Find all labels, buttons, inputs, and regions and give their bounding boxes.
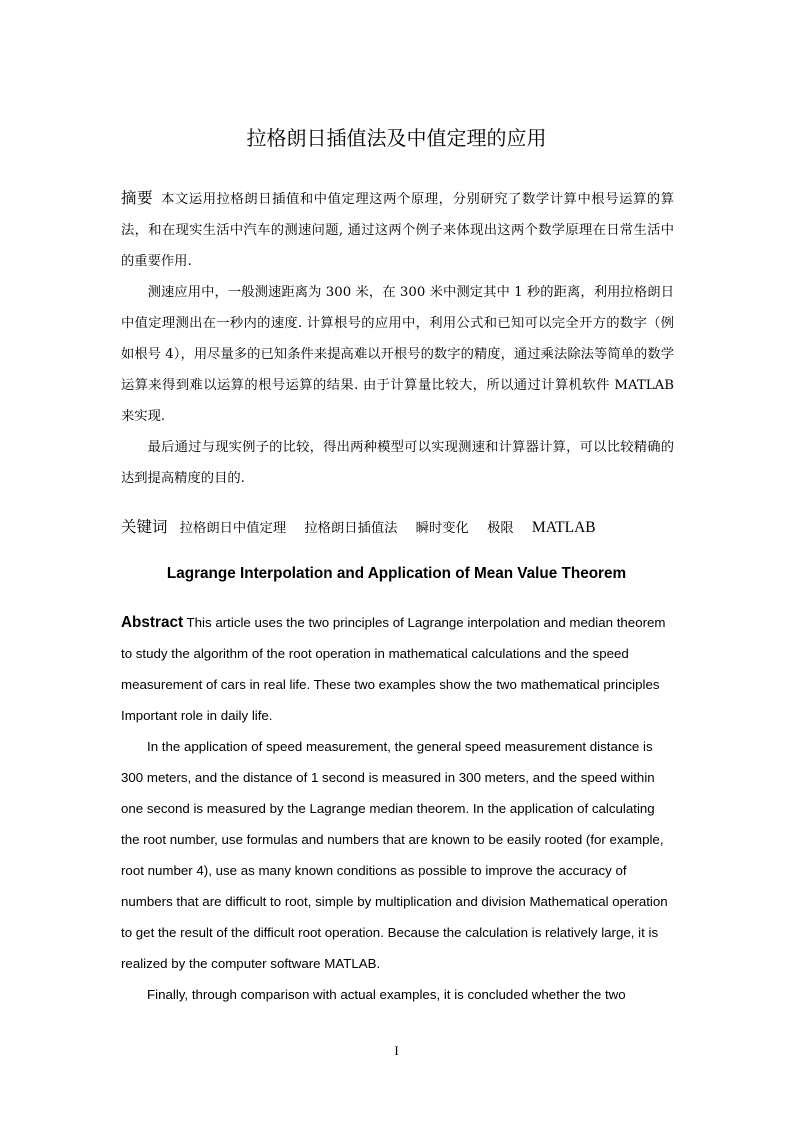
english-abstract-paragraph: Finally, through comparison with actual examples, it is concluded whether the two xyxy=(147,987,626,1002)
chinese-abstract-paragraph xyxy=(121,183,674,277)
english-title: Lagrange Interpolation and Application of Mean Value Theorem xyxy=(166,565,627,582)
chinese-abstract-text: 本文运用拉格朗日插值和中值定理这两个原理，分别研究了数学计算中根号运算的算法，和在现实生活中汽车的测速问题, 通过这两个例子来体现出这两个数学原理在日常生活中的重要作用. xyxy=(121,192,674,269)
keyword-item: 极限 xyxy=(487,521,514,536)
keywords-label: 关键词 xyxy=(121,518,168,536)
chinese-abstract xyxy=(121,183,674,494)
english-abstract-paragraph xyxy=(121,607,674,731)
keyword-item: 拉格朗日中值定理 xyxy=(179,521,287,536)
english-abstract-label: Abstract xyxy=(121,614,184,631)
english-abstract-paragraph: In the application of speed measurement, the general speed measurement distance is 300 meters, and the distance of 1 second is measured in 300 meters, and the speed within one second is measured by the Lagrange median theorem. In the application of calculating the root number, use formulas and numbers that are known to be easily rooted (for example, root number 4), use as many known conditions as possible to improve the accuracy of numbers that are difficult to root, simple by multiplication and division Mathematical operation to get the result of the difficult root operation. Because the calculation is relatively large, it is realized by the computer software MATLAB. xyxy=(121,739,668,971)
page-number: I xyxy=(394,1043,399,1058)
chinese-title: 拉格朗日插值法及中值定理的应用 xyxy=(246,126,547,150)
keyword-item: MATLAB xyxy=(531,519,596,536)
chinese-abstract-paragraph: 测速应用中，一般测速距离为 300 米，在 300 米中测定其中 1 秒的距离，利用拉格朗日中值定理测出在一秒内的速度. 计算根号的应用中，利用公式和已知可以完全开方的数字（例如根号 4），用尽量多的已知条件来提高难以开根号的数字的精度，通过乘法除法等简单的数学运算来得到难以运算的根号运算的结果. 由于计算量比较大，所以通过计算机软件 MATLAB 来实现. xyxy=(121,285,674,424)
keyword-item: 拉格朗日插值法 xyxy=(304,521,398,536)
keyword-item: 瞬时变化 xyxy=(415,521,469,536)
english-abstract xyxy=(121,607,674,1010)
chinese-abstract-label: 摘要 xyxy=(121,189,154,207)
keywords-line xyxy=(121,513,610,543)
english-abstract-text: This article uses the two principles of Lagrange interpolation and median theorem to study the algorithm of the root operation in mathematical calculations and the speed measurement of cars in real life. These two examples show the two mathematical principles Important role in daily life. xyxy=(121,615,666,723)
chinese-abstract-paragraph: 最后通过与现实例子的比较，得出两种模型可以实现测速和计算器计算，可以比较精确的达到提高精度的目的. xyxy=(121,440,674,486)
